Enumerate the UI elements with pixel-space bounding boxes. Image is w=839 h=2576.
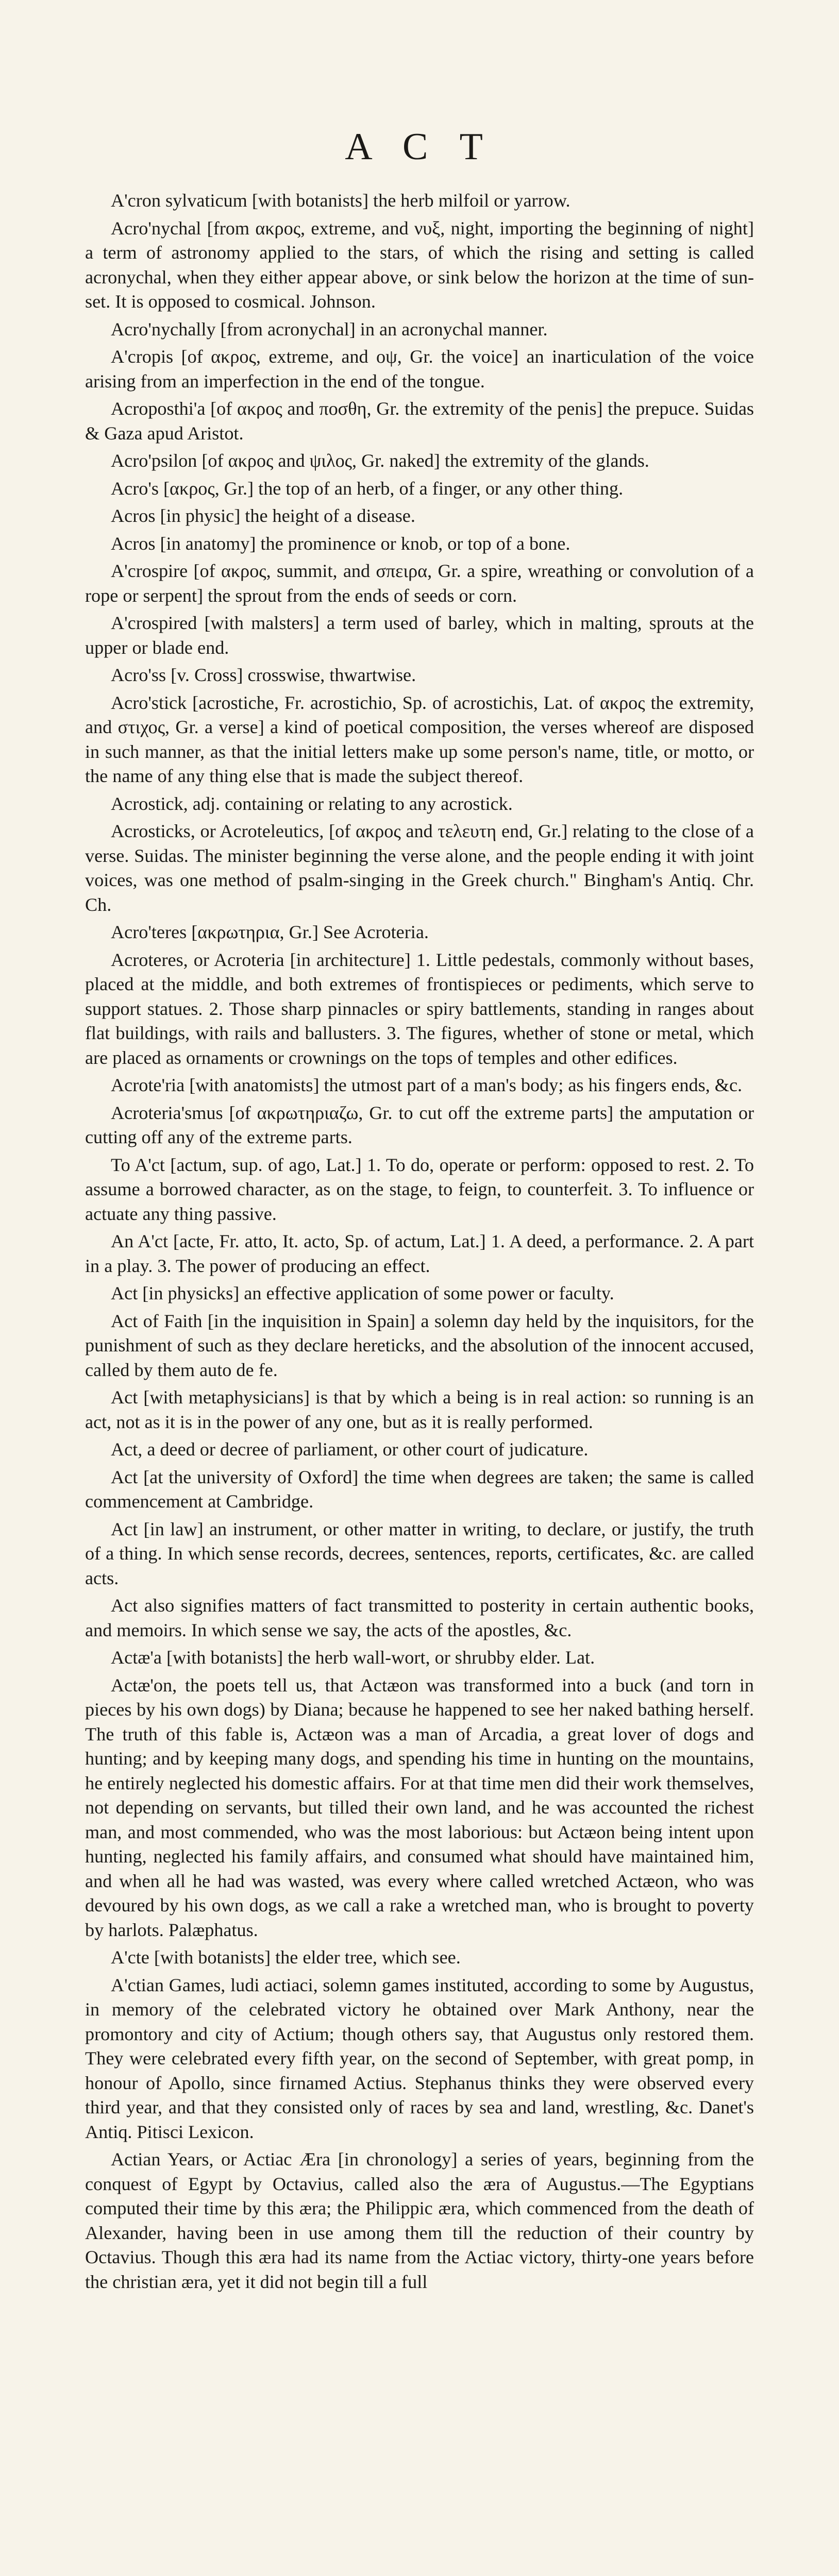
entry-acrospire: A'crospire [of ακρος, summit, and σπειρα, Gr. a spire, wreathing or convolution of a rope or serpent] the sprout from the ends of seeds or corn. (85, 561, 754, 606)
entry-acrostick: Acro'stick [acrostiche, Fr. acrostichio, Sp. of acrostichis, Lat. of ακρος the extremity, and στιχος, Gr. a verse] a kind of poetical composition, the verses whereof are disposed in such manner, as that the initial letters make up some person's name, title, or motto, or the name of any thing else that is made the subject thereof. (85, 692, 754, 786)
entry-acroteria: Acrote'ria [with anatomists] the utmost part of a man's body; as his fingers ends, &c. (111, 1075, 743, 1095)
entry-an-act: An A'ct [acte, Fr. atto, It. acto, Sp. of actum, Lat.] 1. A deed, a performance. 2. A part in a play. 3. The power of producing an effect. (85, 1231, 754, 1276)
entry-act-oxford: Act [at the university of Oxford] the time when degrees are taken; the same is called commencement at Cambridge. (85, 1466, 754, 1512)
entry-act-physicks: Act [in physicks] an effective application of some power or faculty. (111, 1283, 614, 1303)
entry-acrosticks: Acrosticks, or Acroteleutics, [of ακρος and τελευτη end, Gr.] relating to the close of a verse. Suidas. The minister beginning the verse alone, and the people ending it with joint voices, was one method of psalm-singing in the Greek church." Bingham's Antiq. Chr. Ch. (85, 821, 754, 915)
entry-actaeon: Actæ'on, the poets tell us, that Actæon was transformed into a buck (and torn in pieces by his own dogs) by Diana; because he happened to see her naked bathing herself. The truth of this fable is, Actæon was a man of Arcadia, a great lover of dogs and hunting; and by keeping many dogs, and spending his time in hunting on the mountains, he entirely neglected his domestic affairs. For at that time men did their work themselves, not depending on servants, but tilled their own land, and he was accounted the richest man, and most commended, who was the most laborious: but Actæon being intent upon hunting, neglected his family affairs, and consumed what should have maintained him, and when all he had was wasted, was every where called wretched Actæon, who was devoured by his own dogs, as we call a rake a wretched man, who is brought to poverty by harlots. Palæphatus. (85, 1674, 754, 1940)
entry-to-act: To A'ct [actum, sup. of ago, Lat.] 1. To do, operate or perform: opposed to rest. 2. To assume a borrowed character, as on the stage, to feign, to counterfeit. 3. To influence or actuate any thing passive. (85, 1154, 754, 1224)
entry-act-law: Act [in law] an instrument, or other matter in writing, to declare, or justify, the truth of a thing. In which sense records, decrees, sentences, reports, certificates, &c. are called acts. (85, 1518, 754, 1588)
entry-acrospired: A'crospired [with malsters] a term used of barley, which in malting, sprouts at the upper or blade end. (85, 613, 754, 658)
entry-acros: Acro's [ακρος, Gr.] the top of an herb, of a finger, or any other thing. (111, 478, 624, 499)
entry-acros-anatomy: Acros [in anatomy] the prominence or knob, or top of a bone. (111, 533, 570, 554)
entry-actaea: Actæ'a [with botanists] the herb wall-wort, or shrubby elder. Lat. (111, 1647, 595, 1668)
entry-acronychal: Acro'nychal [from ακρος, extreme, and νυξ, night, importing the beginning of night] a term of astronomy applied to the stars, of which the rising and setting is called acronychal, when they either appear above, or sink below the horizon at the time of sun-set. It is opposed to cosmical. Johnson. (85, 217, 754, 312)
entry-acron: A'cron sylvaticum [with botanists] the herb milfoil or yarrow. (111, 190, 570, 211)
entry-act-metaphysicians: Act [with metaphysicians] is that by which a being is in real action: so running is an act, not as it is in the power of any one, but as it is really performed. (85, 1387, 754, 1432)
entries (85, 189, 754, 2294)
entry-act-of-faith: Act of Faith [in the inquisition in Spain] a solemn day held by the inquisitors, for the punishment of such as they declare hereticks, and the absolution of the innocent accused, called by them auto de fe. (85, 1310, 754, 1380)
running-head: A C T (345, 126, 494, 168)
entry-act-also: Act also signifies matters of fact transmitted to posterity in certain authentic books, and memoirs. In which sense we say, the acts of the apostles, &c. (85, 1595, 754, 1640)
entry-acte: A'cte [with botanists] the elder tree, which see. (111, 1947, 461, 1968)
entry-actian-years: Actian Years, or Actiac Æra [in chronology] a series of years, beginning from the conquest of Egypt by Octavius, called also the æra of Augustus.—The Egyptians computed their time by this æra; the Philippic æra, which commenced from the death of Alexander, having been in use among them till the reduction of their country by Octavius. Though this æra had its name from the Actiac victory, thirty-one years before the christian æra, yet it did not begin till a full (85, 2149, 754, 2292)
entry-acropsilon: Acro'psilon [of ακρος and ψιλος, Gr. naked] the extremity of the glands. (111, 450, 649, 471)
entry-acroteres-architecture: Acroteres, or Acroteria [in architecture] 1. Little pedestals, commonly without bases, placed at the middle, and both extremes of frontispieces or pediments, which serve to support statues. 2. Those sharp pinnacles or spiry battlements, standing in ranges about flat buildings, with rails and ballusters. 3. The figures, whether of stone or metal, which are placed as ornaments or crownings on the tops of temples and other edifices. (85, 949, 754, 1068)
entry-acropis: A'cropis [of ακρος, extreme, and οψ, Gr. the voice] an inarticulation of the voice arising from an imperfection in the end of the tongue. (85, 346, 754, 392)
entry-acrostick-adj: Acrostick, adj. containing or relating to any acrostick. (111, 793, 513, 814)
entry-acronychally: Acro'nychally [from acronychal] in an acronychal manner. (111, 318, 548, 340)
entry-acroposthia: Acroposthi'a [of ακρος and ποσθη, Gr. the extremity of the penis] the prepuce. Suidas & Gaza apud Aristot. (85, 398, 754, 444)
entry-actian-games: A'ctian Games, ludi actiaci, solemn games instituted, according to some by Augustus, in memory of the celebrated victory he obtained over Mark Anthony, near the promontory and city of Actium; though others say, that Augustus only restored them. They were celebrated every fifth year, on the second of September, with great pomp, in honour of Apollo, since firnamed Actius. Stephanus thinks they were observed every third year, and that they consisted only of races by sea and land, wrestling, &c. Danet's Antiq. Pitisci Lexicon. (85, 1974, 754, 2142)
entry-acros-physic: Acros [in physic] the height of a disease. (111, 505, 415, 526)
entry-acroteriasmus: Acroteria'smus [of ακρωτηριαζω, Gr. to cut off the extreme parts] the amputation or cutting off any of the extreme parts. (85, 1102, 754, 1147)
entry-across: Acro'ss [v. Cross] crosswise, thwartwise. (111, 665, 416, 685)
entry-acroteres: Acro'teres [ακρωτηρια, Gr.] See Acroteria. (111, 922, 429, 942)
entry-act-parliament: Act, a deed or decree of parliament, or other court of judicature. (111, 1439, 589, 1460)
